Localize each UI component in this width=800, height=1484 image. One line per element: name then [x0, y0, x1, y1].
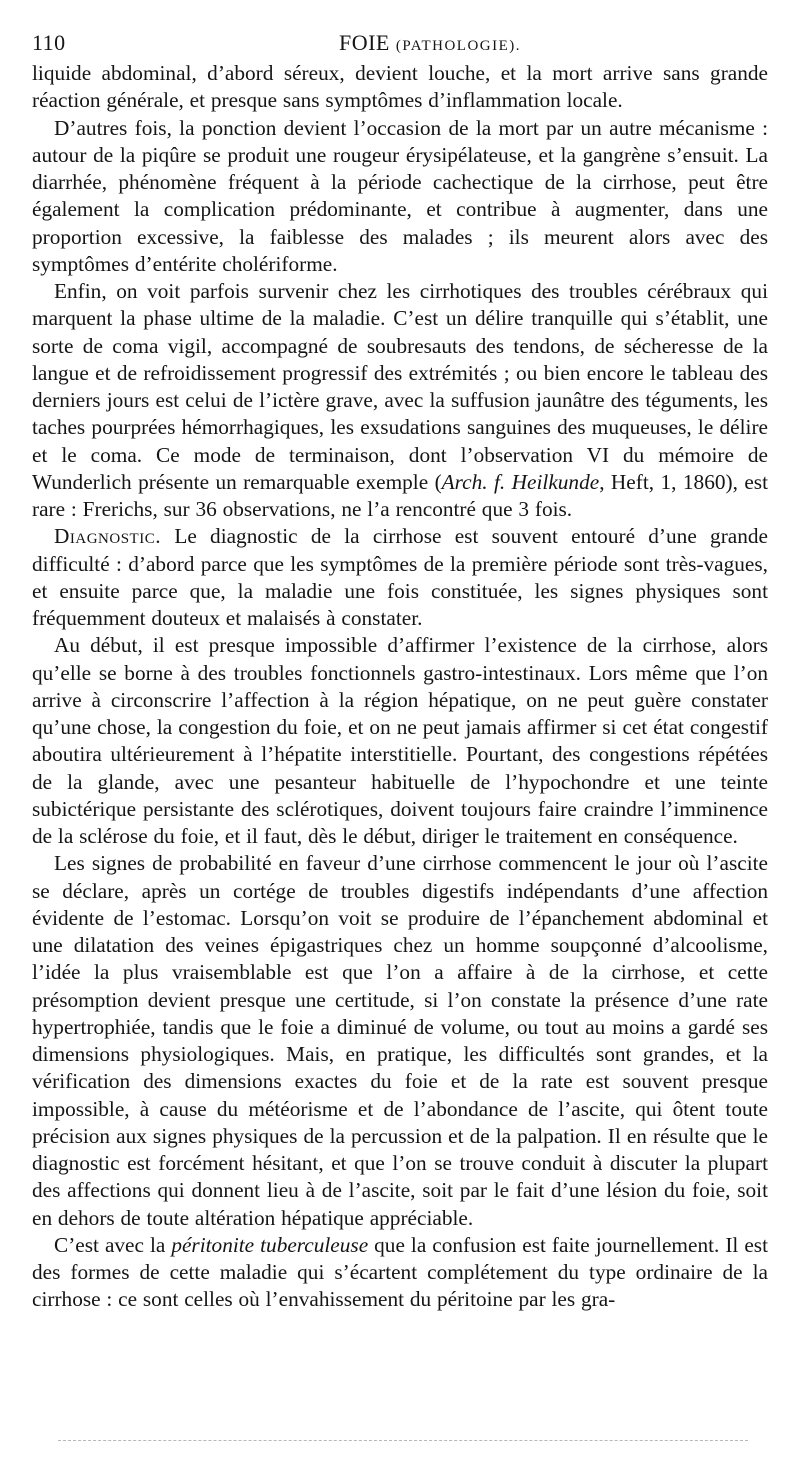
paragraph-5: [32, 632, 768, 850]
paragraph-text-tail: , Heft, 1, 1860), est rare : Frerichs, sur 36 observations, ne l’a rencontré que 3 fois.: [32, 469, 768, 521]
paragraph-2: [32, 115, 768, 279]
paragraph-text: Au début, il est presque impossible d’affirmer l’existence de la cirrhose, alors qu’elle se borne à des troubles fonctionnels gastro-intestinaux. Lors même que l’on arrive à circonscrire l’affection à la région hépatique, on ne peut guère constater qu’une chose, la congestion du foie, et on ne peut jamais affirmer si cet état congestif aboutira ultérieurement à l’hépatite interstitielle. Pourtant, des congestions répétées de la glande, avec une pesanteur habituelle de l’hypochondre et une teinte subictérique persistante des sclérotiques, doivent toujours faire craindre l’imminence de la sclérose du foie, et il faut, dès le début, diriger le traitement en conséquence.: [32, 633, 768, 848]
paragraph-6: [32, 850, 768, 1232]
body-text: [32, 60, 768, 1314]
paragraph-text: C’est avec la: [54, 1232, 172, 1257]
footer-rule: [58, 1440, 748, 1441]
page-header: [32, 26, 768, 60]
paragraph-text: Le diagnostic de la cirrhose est souvent entouré d’une grande difficulté : d’abord parce que les symptômes de la première période sont très-vagues, et ensuite parce que, la maladie une fois constituée, les signes physiques sont fréquemment douteux et malaisés à constater.: [32, 524, 768, 630]
paragraph-text: D’autres fois, la ponction devient l’occasion de la mort par un autre mécanisme : autour de la piqûre se produit une rougeur érysipélateuse, et la gangrène s’ensuit. La diarrhée, phénomène fréquent à la période cachectique de la cirrhose, peut être également la complication prédominante, et contribue à augmenter, dans une proportion excessive, la faiblesse des malades ; ils meurent alors avec des symptômes d’entérite cholériforme.: [32, 115, 768, 276]
paragraph-text: Enfin, on voit parfois survenir chez les cirrhotiques des troubles cérébraux qui marquent la phase ultime de la maladie. C’est un délire tranquille qui s’établit, une sorte de coma vigil, accompagné de soubresauts des tendons, de sécheresse de la langue et de refroidissement progressif des extrémités ; ou bien encore le tableau des derniers jours est celui de l’ictère grave, avec la suffusion jaunâtre des téguments, les taches pourprées hémorrhagiques, les exsudations sanguines des muqueuses, le délire et le coma. Ce mode de terminaison, dont l’observation VI du mémoire de Wunderlich présente un remarquable exemple (: [32, 279, 768, 494]
paragraph-1: [32, 60, 768, 115]
paragraph-text: liquide abdominal, d’abord séreux, devient louche, et la mort arrive sans grande réaction générale, et presque sans symptômes d’inflammation locale.: [32, 61, 768, 113]
paragraph-text-tail: que la confusion est faite journellement. Il est des formes de cette maladie qui s’écartent complétement du type ordinaire de la cirrhose : ce sont celles où l’envahissement du péritoine par les gra-: [32, 1232, 768, 1312]
citation-title: Arch. f. Heilkunde: [441, 469, 600, 494]
paragraph-diagnostic: [32, 523, 768, 632]
section-lead: Diagnostic.: [54, 524, 162, 549]
running-head-subtitle: (PATHOLOGIE).: [395, 38, 522, 54]
page: [32, 26, 768, 1314]
paragraph-text: Les signes de probabilité en faveur d’une cirrhose commencent le jour où l’ascite se déclare, après un cortége de troubles digestifs indépendants d’une affection évidente de l’estomac. Lorsqu’on voit se produire de l’épanchement abdominal et une dilatation des veines épigastriques chez un homme soupçonné d’alcoolisme, l’idée la plus vraisemblable est que l’on a affaire à de la cirrhose, et cette présomption devient presque une certitude, si l’on constate la présence d’une rate hypertrophiée, tandis que le foie a diminué de volume, ou tout au moins a gardé ses dimensions physiologiques. Mais, en pratique, les difficultés sont grandes, et la vérification des dimensions exactes du foie et de la rate est souvent presque impossible, à cause du météorisme et de l’abondance de l’ascite, qui ôtent toute précision aux signes physiques de la percussion et de la palpation. Il en résulte que le diagnostic est forcément hésitant, et que l’on se trouve conduit à discuter la plupart des affections qui donnent lieu à de l’ascite, soit par le fait d’une lésion du foie, soit en dehors de toute altération hépatique appréciable.: [32, 851, 768, 1230]
running-head-title: FOIE: [338, 30, 390, 55]
running-head: [32, 30, 768, 56]
page-number: 110: [32, 30, 66, 55]
emphasis-term: péritonite tuberculeuse: [171, 1232, 369, 1257]
paragraph-3: [32, 278, 768, 523]
paragraph-7: [32, 1232, 768, 1314]
